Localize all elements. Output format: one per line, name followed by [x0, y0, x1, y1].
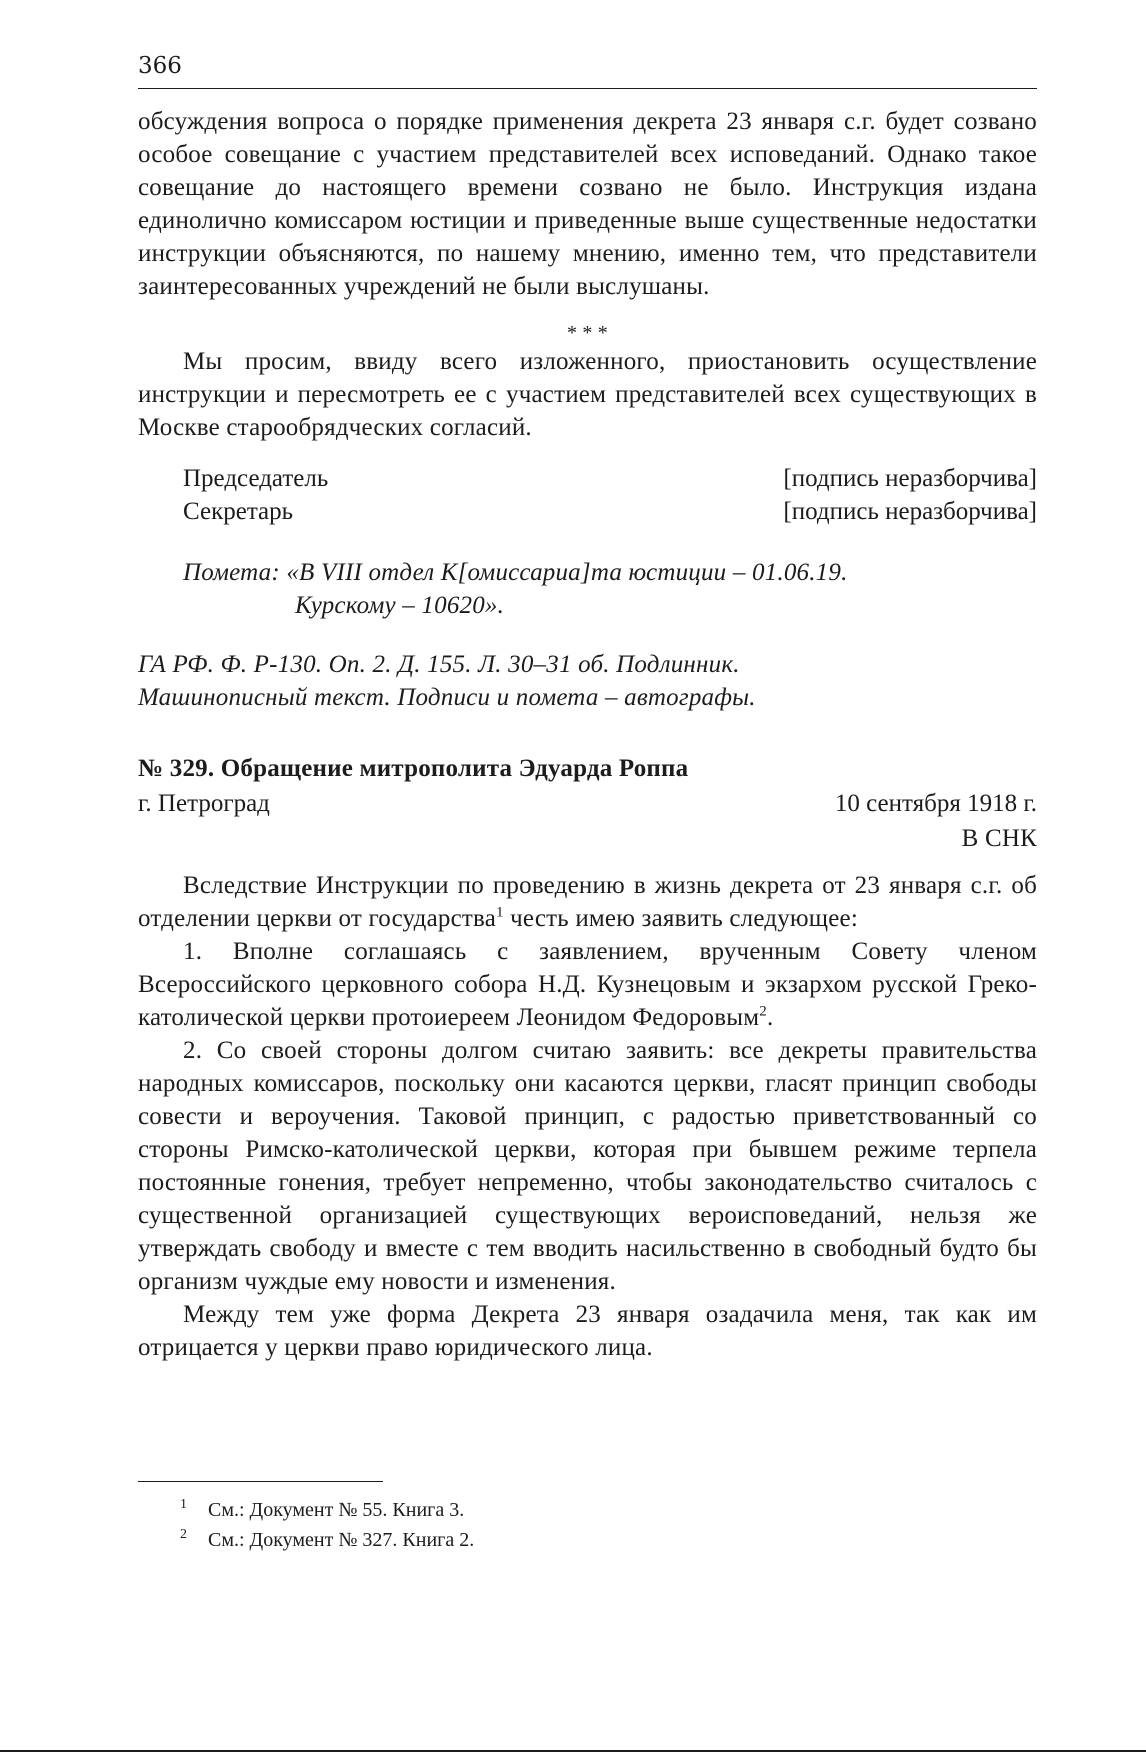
document-date: 10 сентября 1918 г.	[834, 790, 1037, 817]
footnote-ref-2: 2	[759, 1003, 767, 1020]
signature-value: [подпись неразборчива]	[783, 465, 1037, 492]
place-date-row	[138, 787, 1037, 820]
para2-text-b: .	[766, 1004, 774, 1031]
signature-row	[183, 495, 1037, 528]
footnote-number: 1	[180, 1497, 187, 1512]
footnotes	[180, 1495, 880, 1555]
page-number: 366	[138, 53, 182, 79]
footnote-text: См.: Документ № 327. Книга 2.	[208, 1529, 475, 1551]
body-paragraph-4: Между тем уже форма Декрета 23 января озадачила меня, так как им отрицается у церкви право юридического лица.	[138, 1301, 1037, 1361]
header-rule	[138, 88, 1037, 89]
section-separator: * * *	[567, 322, 608, 344]
body-paragraph-2	[138, 935, 1037, 1034]
note-line-2: Курскому – 10620».	[295, 592, 505, 619]
para1-text-b: честь имею заявить следующее:	[503, 905, 858, 932]
footnote-text: См.: Документ № 55. Книга 3.	[208, 1499, 465, 1521]
archive-line-2: Машинописный текст. Подписи и помета – автографы.	[138, 684, 756, 711]
body-paragraph-1	[138, 869, 1037, 935]
signature-role: Председатель	[183, 465, 329, 492]
document-title: № 329. Обращение митрополита Эдуарда Роппа	[138, 755, 689, 782]
footnote-rule	[138, 1481, 383, 1482]
archive-reference	[138, 648, 1037, 714]
document-place: г. Петроград	[138, 790, 270, 817]
signature-block	[138, 462, 1037, 528]
annotation-note	[138, 556, 1037, 622]
request-paragraph: Мы просим, ввиду всего изложенного, приостановить осуществление инструкции и пересмотреть ее с участием представителей всех существующих в Москве старообрядческих согласий.	[138, 348, 1037, 441]
signature-value: [подпись неразборчива]	[783, 498, 1037, 525]
signature-role: Секретарь	[183, 498, 294, 525]
note-line-1: Помета: «В VIII отдел К[омиссариа]та юстиции – 01.06.19.	[183, 559, 848, 586]
footnote-ref-1: 1	[496, 904, 504, 921]
para2-text-a: 1. Вполне соглашаясь с заявлением, врученным Совету членом Всероссийского церковного собора Н.Д. Кузнецовым и экзархом русской Греко-католической церкви протоиереем Леонидом Федоровым	[138, 938, 1037, 1031]
signature-row	[183, 462, 1037, 495]
body-paragraph-3: 2. Со своей стороны долгом считаю заявить: все декреты правительства народных комиссаров, поскольку они касаются церкви, гласят принцип свободы совести и вероучения. Таковой принцип, с радостью приветствованный со стороны Римско-католической церкви, которая при бывшем режиме терпела постоянные гонения, требует непременно, чтобы законодательство считалось с существенной организацией существующих вероисповеданий, нельзя же утверждать свободу и вместе с тем вводить насильственно в свободный будто бы организм чуждые ему новости и изменения.	[138, 1037, 1037, 1295]
para1-text-a: Вследствие Инструкции по проведению в жизнь декрета от 23 января с.г. об отделении церкви от государства	[138, 872, 1037, 932]
continuation-paragraph: обсуждения вопроса о порядке применения декрета 23 января с.г. будет созвано особое совещание с участием представителей всех исповеданий. Однако такое совещание до настоящего времени созвано не было. Инструкция издана единолично комиссаром юстиции и приведенные выше существенные недостатки инструкции объясняются, по нашему мнению, именно тем, что представители заинтересованных учреждений не были выслушаны.	[138, 108, 1037, 300]
document-addressee: В СНК	[961, 825, 1037, 852]
page-content	[138, 105, 1037, 1364]
archive-line-1: ГА РФ. Ф. Р-130. Оп. 2. Д. 155. Л. 30–31 об. Подлинник.	[138, 651, 740, 678]
footnote-number: 2	[180, 1527, 187, 1542]
footnote	[180, 1525, 880, 1555]
page-bottom-edge	[0, 1750, 1146, 1752]
footnote	[180, 1495, 880, 1525]
